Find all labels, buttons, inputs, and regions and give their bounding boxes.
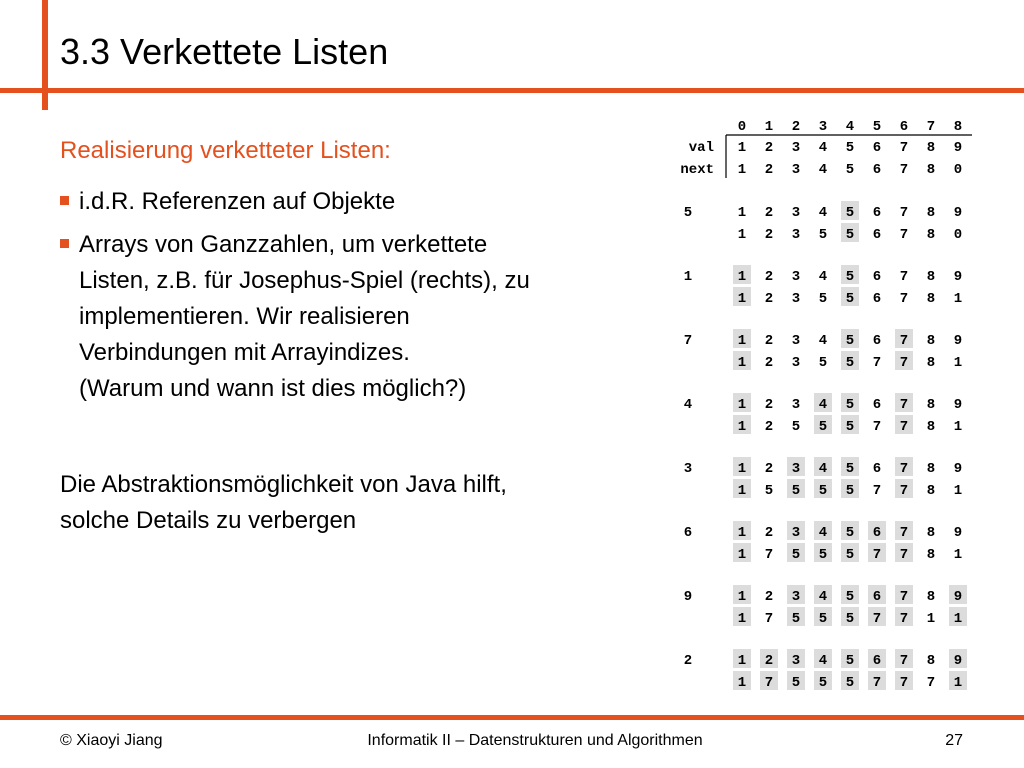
step-next-cell: 7 [899, 483, 909, 499]
step-val-cell: 8 [926, 269, 936, 285]
step-val-cell: 7 [899, 205, 909, 221]
step-val-cell: 8 [926, 333, 936, 349]
step-val-cell: 2 [764, 205, 774, 221]
step-val-cell: 6 [872, 461, 882, 477]
step-val-cell: 7 [899, 397, 909, 413]
step-next-cell: 5 [818, 483, 828, 499]
index-label: 1 [764, 119, 774, 135]
step-val-cell: 3 [791, 589, 801, 605]
step-val-cell: 9 [953, 397, 963, 413]
step-next-cell: 5 [845, 611, 855, 627]
step-next-cell: 6 [872, 291, 882, 307]
bullet-text: implementieren. Wir realisieren [79, 303, 410, 330]
bullet-text: (Warum und wann ist dies möglich?) [79, 375, 467, 402]
bullet-text: Verbindungen mit Arrayindizes. [79, 339, 410, 366]
step-next-cell: 1 [926, 611, 936, 627]
step-val-cell: 5 [845, 269, 855, 285]
step-label: 2 [683, 653, 693, 669]
step-next-cell: 7 [872, 419, 882, 435]
step-next-cell: 3 [791, 355, 801, 371]
step-next-cell: 5 [845, 419, 855, 435]
index-label: 5 [872, 119, 882, 135]
footer-course: Informatik II – Datenstrukturen und Algorithmen [367, 732, 703, 749]
header-cell: 3 [791, 140, 801, 156]
step-next-cell: 5 [818, 675, 828, 691]
step-val-cell: 2 [764, 397, 774, 413]
step-val-cell: 4 [818, 461, 828, 477]
step-val-cell: 1 [737, 525, 747, 541]
step-next-cell: 6 [872, 227, 882, 243]
josephus-array-diagram [660, 108, 990, 708]
paragraph-line: solche Details zu verbergen [60, 507, 357, 534]
step-val-cell: 1 [737, 397, 747, 413]
step-val-cell: 7 [899, 333, 909, 349]
step-next-cell: 5 [845, 227, 855, 243]
step-val-cell: 7 [899, 525, 909, 541]
step-val-cell: 4 [818, 525, 828, 541]
step-next-cell: 7 [899, 611, 909, 627]
step-next-cell: 5 [791, 547, 801, 563]
step-next-cell: 8 [926, 227, 936, 243]
step-label: 7 [683, 333, 693, 349]
step-val-cell: 1 [737, 333, 747, 349]
step-val-cell: 6 [872, 269, 882, 285]
step-next-cell: 7 [872, 611, 882, 627]
step-val-cell: 4 [818, 333, 828, 349]
step-next-cell: 5 [818, 291, 828, 307]
header-cell: 4 [818, 162, 828, 178]
step-val-cell: 3 [791, 397, 801, 413]
step-next-cell: 2 [764, 355, 774, 371]
step-next-cell: 1 [953, 611, 963, 627]
section-heading: Realisierung verketteter Listen: [60, 137, 391, 164]
header-cell: 8 [926, 140, 936, 156]
header-cell: 1 [737, 140, 747, 156]
step-next-cell: 5 [764, 483, 774, 499]
step-val-cell: 4 [818, 205, 828, 221]
step-next-cell: 7 [872, 483, 882, 499]
step-next-cell: 7 [872, 355, 882, 371]
step-val-cell: 2 [764, 269, 774, 285]
step-next-cell: 1 [953, 675, 963, 691]
step-label: 5 [683, 205, 693, 221]
step-val-cell: 7 [899, 589, 909, 605]
footer-copyright: © Xiaoyi Jiang [60, 732, 163, 749]
row-label: val [688, 140, 714, 156]
step-val-cell: 5 [845, 205, 855, 221]
bullet-text: Listen, z.B. für Josephus-Spiel (rechts), zu [79, 267, 530, 294]
slide-title: 3.3 Verkettete Listen [60, 31, 389, 72]
step-val-cell: 8 [926, 653, 936, 669]
step-val-cell: 5 [845, 333, 855, 349]
step-next-cell: 5 [818, 611, 828, 627]
header-cell: 7 [899, 140, 909, 156]
step-next-cell: 7 [899, 675, 909, 691]
step-val-cell: 6 [872, 589, 882, 605]
header-cell: 5 [845, 162, 855, 178]
step-val-cell: 1 [737, 461, 747, 477]
step-next-cell: 1 [953, 547, 963, 563]
index-label: 0 [737, 119, 747, 135]
step-val-cell: 6 [872, 205, 882, 221]
step-val-cell: 2 [764, 653, 774, 669]
header-cell: 4 [818, 140, 828, 156]
step-val-cell: 8 [926, 461, 936, 477]
step-val-cell: 3 [791, 269, 801, 285]
step-next-cell: 7 [872, 675, 882, 691]
step-next-cell: 7 [899, 419, 909, 435]
row-label: next [680, 162, 714, 178]
step-next-cell: 8 [926, 355, 936, 371]
step-next-cell: 8 [926, 291, 936, 307]
step-next-cell: 2 [764, 227, 774, 243]
step-next-cell: 5 [791, 483, 801, 499]
step-val-cell: 6 [872, 525, 882, 541]
step-val-cell: 4 [818, 269, 828, 285]
header-cell: 6 [872, 140, 882, 156]
step-val-cell: 6 [872, 653, 882, 669]
summary-paragraph [60, 467, 620, 539]
step-next-cell: 8 [926, 547, 936, 563]
step-val-cell: 1 [737, 653, 747, 669]
index-label: 3 [818, 119, 828, 135]
step-label: 9 [683, 589, 693, 605]
step-next-cell: 5 [845, 675, 855, 691]
bullet-text: Arrays von Ganzzahlen, um verkettete [79, 231, 488, 258]
step-next-cell: 5 [818, 355, 828, 371]
step-next-cell: 1 [737, 611, 747, 627]
index-label: 8 [953, 119, 963, 135]
step-val-cell: 8 [926, 205, 936, 221]
step-val-cell: 9 [953, 653, 963, 669]
step-next-cell: 5 [818, 419, 828, 435]
step-val-cell: 4 [818, 653, 828, 669]
step-next-cell: 7 [899, 227, 909, 243]
step-val-cell: 5 [845, 525, 855, 541]
step-val-cell: 1 [737, 589, 747, 605]
step-next-cell: 5 [791, 675, 801, 691]
step-val-cell: 7 [899, 269, 909, 285]
step-next-cell: 1 [737, 227, 747, 243]
index-label: 2 [791, 119, 801, 135]
step-val-cell: 5 [845, 653, 855, 669]
step-next-cell: 7 [926, 675, 936, 691]
header-rule [0, 88, 1024, 93]
step-val-cell: 4 [818, 397, 828, 413]
step-next-cell: 7 [899, 355, 909, 371]
step-next-cell: 1 [737, 483, 747, 499]
step-label: 4 [683, 397, 693, 413]
step-next-cell: 2 [764, 419, 774, 435]
step-val-cell: 8 [926, 589, 936, 605]
header-cell: 1 [737, 162, 747, 178]
bullet-square-icon [60, 196, 69, 205]
step-val-cell: 3 [791, 653, 801, 669]
step-next-cell: 7 [872, 547, 882, 563]
step-val-cell: 3 [791, 333, 801, 349]
step-val-cell: 2 [764, 589, 774, 605]
header-cell: 7 [899, 162, 909, 178]
step-next-cell: 5 [845, 291, 855, 307]
bullet-item [60, 184, 630, 220]
step-next-cell: 7 [899, 547, 909, 563]
bullet-list [60, 184, 630, 414]
step-val-cell: 3 [791, 461, 801, 477]
step-val-cell: 8 [926, 525, 936, 541]
paragraph-line: Die Abstraktionsmöglichkeit von Java hilft, [60, 471, 507, 498]
step-val-cell: 3 [791, 205, 801, 221]
step-val-cell: 9 [953, 525, 963, 541]
index-label: 6 [899, 119, 909, 135]
step-next-cell: 1 [953, 483, 963, 499]
step-next-cell: 1 [737, 419, 747, 435]
step-next-cell: 7 [764, 611, 774, 627]
step-next-cell: 2 [764, 291, 774, 307]
footer-rule [0, 715, 1024, 720]
step-val-cell: 2 [764, 525, 774, 541]
step-val-cell: 1 [737, 269, 747, 285]
page-number: 27 [945, 732, 963, 749]
step-next-cell: 5 [791, 419, 801, 435]
step-next-cell: 5 [818, 227, 828, 243]
step-val-cell: 9 [953, 589, 963, 605]
step-next-cell: 1 [737, 291, 747, 307]
step-next-cell: 7 [899, 291, 909, 307]
step-label: 6 [683, 525, 693, 541]
step-val-cell: 9 [953, 461, 963, 477]
step-next-cell: 3 [791, 291, 801, 307]
step-val-cell: 7 [899, 653, 909, 669]
step-next-cell: 5 [791, 611, 801, 627]
header-cell: 2 [764, 162, 774, 178]
step-next-cell: 1 [737, 547, 747, 563]
step-next-cell: 8 [926, 483, 936, 499]
step-next-cell: 3 [791, 227, 801, 243]
header-cell: 9 [953, 140, 963, 156]
step-val-cell: 2 [764, 461, 774, 477]
step-next-cell: 1 [953, 419, 963, 435]
step-next-cell: 1 [737, 675, 747, 691]
header-cell: 5 [845, 140, 855, 156]
title-accent-bar [42, 0, 48, 110]
bullet-square-icon [60, 239, 69, 248]
step-label: 3 [683, 461, 693, 477]
bullet-item [60, 227, 630, 407]
step-val-cell: 6 [872, 397, 882, 413]
step-val-cell: 5 [845, 461, 855, 477]
step-val-cell: 9 [953, 205, 963, 221]
step-label: 1 [683, 269, 693, 285]
step-next-cell: 5 [845, 547, 855, 563]
step-val-cell: 1 [737, 205, 747, 221]
step-val-cell: 5 [845, 589, 855, 605]
step-val-cell: 2 [764, 333, 774, 349]
index-label: 4 [845, 119, 855, 135]
step-val-cell: 6 [872, 333, 882, 349]
step-val-cell: 7 [899, 461, 909, 477]
step-next-cell: 7 [764, 675, 774, 691]
step-next-cell: 1 [953, 355, 963, 371]
index-label: 7 [926, 119, 936, 135]
step-next-cell: 5 [845, 483, 855, 499]
step-val-cell: 8 [926, 397, 936, 413]
step-next-cell: 1 [953, 291, 963, 307]
step-val-cell: 9 [953, 269, 963, 285]
header-cell: 0 [953, 162, 963, 178]
step-next-cell: 8 [926, 419, 936, 435]
bullet-text: i.d.R. Referenzen auf Objekte [79, 188, 396, 215]
header-cell: 6 [872, 162, 882, 178]
step-val-cell: 4 [818, 589, 828, 605]
header-cell: 2 [764, 140, 774, 156]
step-val-cell: 9 [953, 333, 963, 349]
step-next-cell: 0 [953, 227, 963, 243]
step-next-cell: 5 [845, 355, 855, 371]
step-val-cell: 3 [791, 525, 801, 541]
step-next-cell: 1 [737, 355, 747, 371]
step-next-cell: 7 [764, 547, 774, 563]
step-val-cell: 5 [845, 397, 855, 413]
header-cell: 3 [791, 162, 801, 178]
header-cell: 8 [926, 162, 936, 178]
step-next-cell: 5 [818, 547, 828, 563]
